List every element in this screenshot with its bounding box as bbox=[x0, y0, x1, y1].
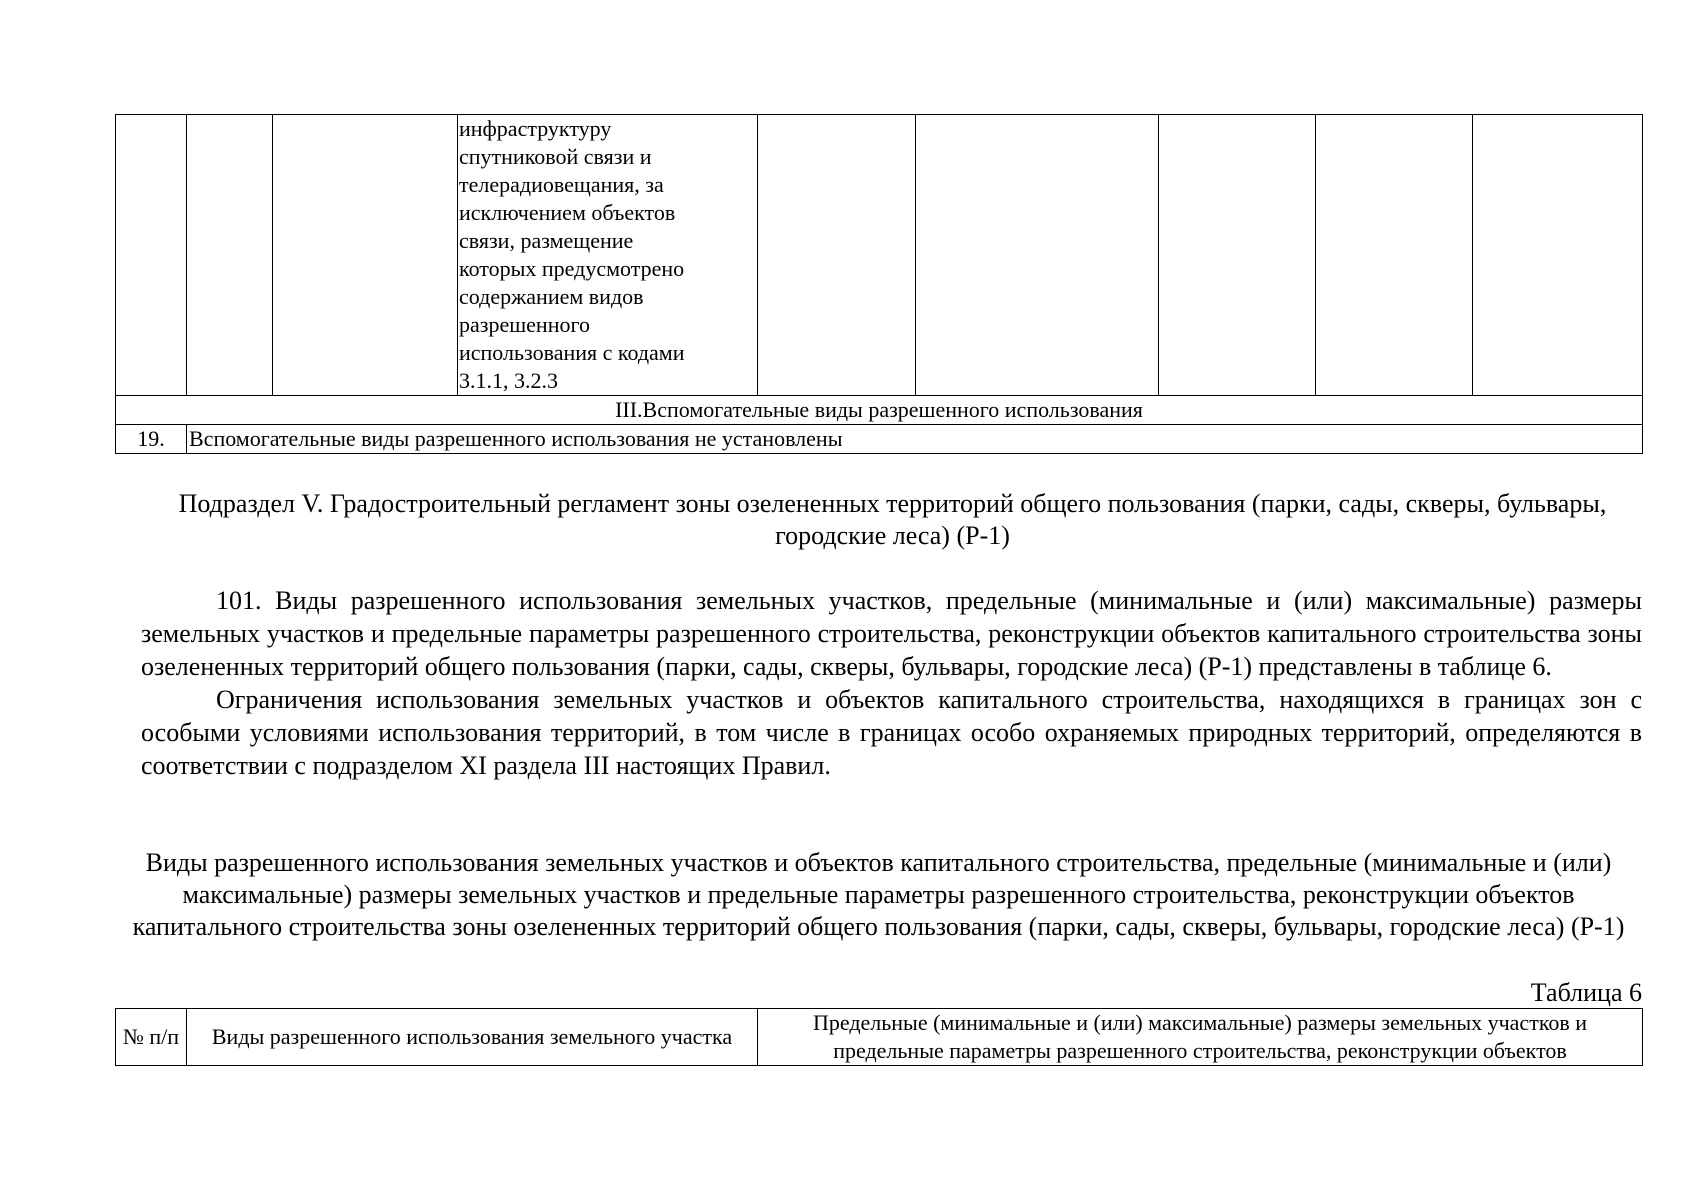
text-line: разрешенного bbox=[459, 312, 590, 337]
table-row bbox=[116, 1009, 1643, 1066]
table-cell bbox=[1473, 115, 1643, 396]
table-cell bbox=[116, 115, 187, 396]
top-continuation-table bbox=[115, 114, 1643, 454]
table-6-header bbox=[115, 1008, 1643, 1066]
table-row bbox=[116, 425, 1643, 454]
text-line: телерадиовещания, за bbox=[459, 172, 664, 197]
table-cell bbox=[758, 115, 916, 396]
text-line: инфраструктуру bbox=[459, 116, 612, 141]
header-params: Предельные (минимальные и (или) максимальные) размеры земельных участков и предельные параметры разрешенного строительства, реконструкции объектов bbox=[758, 1009, 1643, 1066]
continued-text-cell bbox=[458, 115, 758, 396]
header-num: № п/п bbox=[116, 1009, 187, 1066]
paragraph: 101. Виды разрешенного использования земельных участков, предельные (минимальные и (или) максимальные) размеры земельных участков и предельные параметры разрешенного строительства, реконструкции объектов капитального строительства зоны озелененных территорий общего пользования (парки, сады, скверы, бульвары, городские леса) (Р-1) представлены в таблице 6. bbox=[141, 586, 1642, 681]
table-cell bbox=[1316, 115, 1473, 396]
table-row bbox=[116, 396, 1643, 425]
body-text bbox=[141, 584, 1642, 782]
text-line: использования с кодами bbox=[459, 340, 685, 365]
subsection-title: Подраздел V. Градостроительный регламент зоны озелененных территорий общего пользования (парки, сады, скверы, бульвары, городские леса) (Р-1) bbox=[178, 489, 1607, 550]
table-row bbox=[116, 115, 1643, 396]
row-number: 19. bbox=[116, 425, 187, 454]
table-cell bbox=[273, 115, 458, 396]
text-line: которых предусмотрено bbox=[459, 256, 685, 281]
table-label: Таблица 6 bbox=[1530, 978, 1642, 1007]
table-cell bbox=[1159, 115, 1316, 396]
table-cell bbox=[916, 115, 1159, 396]
table-cell bbox=[187, 115, 273, 396]
text-line: содержанием видов bbox=[459, 284, 644, 309]
text-line: связи, размещение bbox=[459, 228, 634, 253]
row-text: Вспомогательные виды разрешенного использования не установлены bbox=[187, 425, 1643, 454]
text-line: исключением объектов bbox=[459, 200, 676, 225]
text-line: 3.1.1, 3.2.3 bbox=[459, 368, 558, 393]
header-types: Виды разрешенного использования земельного участка bbox=[187, 1009, 758, 1066]
section-header: III.Вспомогательные виды разрешенного использования bbox=[116, 396, 1643, 425]
table-caption: Виды разрешенного использования земельных участков и объектов капитального строительства, предельные (минимальные и (или) максимальные) размеры земельных участков и предельные параметры разрешенного строительства, реконструкции объектов капитального строительства зоны озелененных территорий общего пользования (парки, сады, скверы, бульвары, городские леса) (Р-1) bbox=[132, 848, 1625, 941]
paragraph: Ограничения использования земельных участков и объектов капитального строительства, находящихся в границах зон с особыми условиями использования территорий, в том числе в границах особо охраняемых природных территорий, определяются в соответствии с подразделом XI раздела III настоящих Правил. bbox=[141, 685, 1642, 780]
text-line: спутниковой связи и bbox=[459, 144, 652, 169]
